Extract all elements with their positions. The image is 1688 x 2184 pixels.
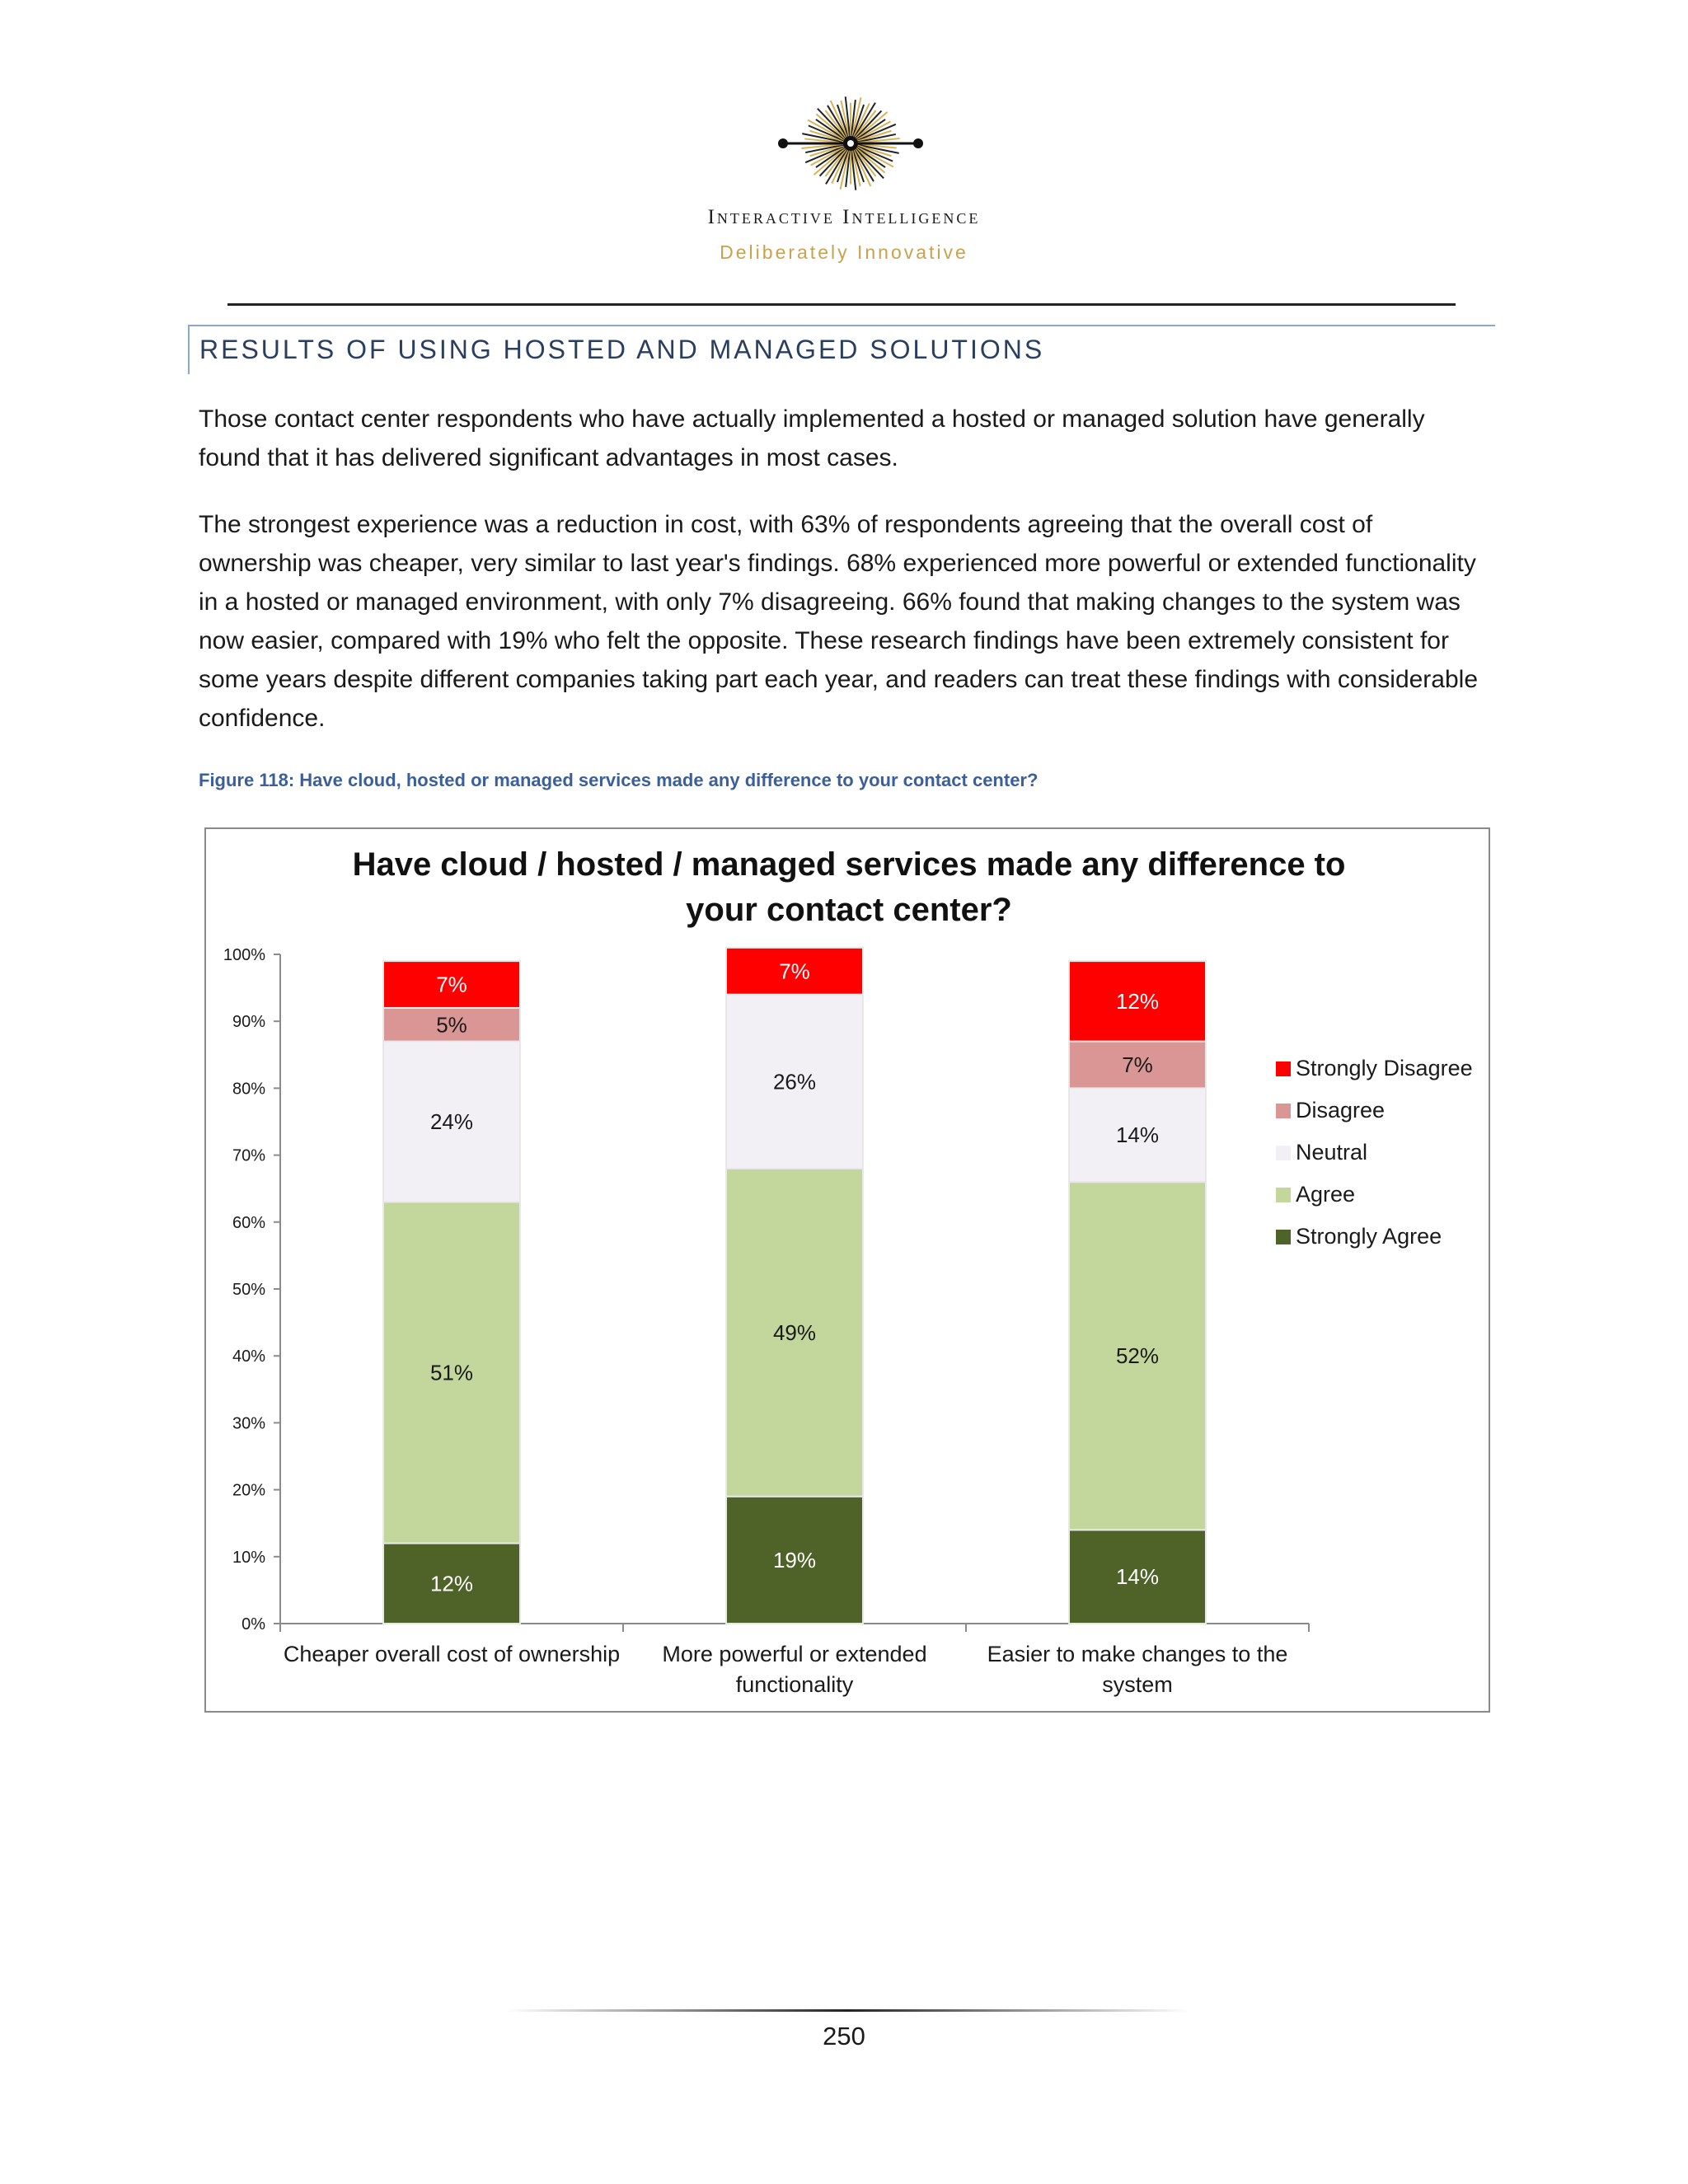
legend-label: Strongly Agree bbox=[1296, 1224, 1442, 1249]
y-tick-label: 80% bbox=[232, 1080, 265, 1099]
x-category-label: system bbox=[1102, 1672, 1173, 1697]
data-label: 5% bbox=[436, 1012, 467, 1038]
company-tagline: Deliberately Innovative bbox=[720, 241, 968, 263]
legend-swatch bbox=[1276, 1188, 1291, 1202]
stacked-bar-chart bbox=[204, 827, 1490, 1713]
data-label: 19% bbox=[772, 1547, 817, 1572]
x-category-label: functionality bbox=[735, 1672, 854, 1697]
y-tick-label: 10% bbox=[232, 1548, 265, 1567]
data-label: 49% bbox=[772, 1319, 817, 1345]
x-category-label: More powerful or extended bbox=[662, 1642, 927, 1666]
footer-divider bbox=[504, 2009, 1190, 2013]
legend-label: Strongly Disagree bbox=[1296, 1056, 1473, 1080]
data-label: 52% bbox=[1115, 1343, 1160, 1369]
data-label: 14% bbox=[1115, 1122, 1160, 1148]
y-tick-label: 90% bbox=[232, 1013, 265, 1032]
data-label: 26% bbox=[772, 1069, 817, 1094]
data-label: 12% bbox=[429, 1571, 474, 1596]
page-number: 250 bbox=[823, 2022, 865, 2050]
y-tick-label: 70% bbox=[232, 1146, 265, 1165]
y-tick-label: 60% bbox=[232, 1213, 265, 1232]
y-tick-label: 20% bbox=[232, 1481, 265, 1500]
data-label: 7% bbox=[436, 972, 467, 997]
y-tick-label: 100% bbox=[223, 946, 265, 964]
body-paragraph-1: Those contact center respondents who have actually implemented a hosted or managed solution have generally found that it has delivered significant advantages in most cases. bbox=[199, 405, 1425, 471]
legend-swatch bbox=[1276, 1146, 1291, 1160]
y-tick-label: 0% bbox=[241, 1615, 265, 1633]
y-tick-label: 40% bbox=[232, 1347, 265, 1366]
body-paragraph-2: The strongest experience was a reduction in cost, with 63% of respondents agreeing that the overall cost of ownership was cheaper, very similar to last year's findings. 68% experienced more powerful or extended functionality in a hosted or managed environment, with only 7% disagreeing. 66% found that making changes to the system was now easier, compared with 19% who felt the opposite. These research findings have been extremely consistent for some years despite different companies taking part each year, and readers can treat these findings with considerable confidence. bbox=[199, 511, 1479, 732]
x-category-label: Easier to make changes to the bbox=[987, 1642, 1288, 1666]
legend-swatch bbox=[1276, 1062, 1291, 1076]
chart-title: Have cloud / hosted / managed services made any difference to your contact center? bbox=[352, 846, 1346, 928]
legend-label: Disagree bbox=[1296, 1098, 1386, 1122]
company-logo bbox=[778, 92, 923, 199]
legend-swatch bbox=[1276, 1104, 1291, 1118]
legend-swatch bbox=[1276, 1230, 1291, 1244]
figure-caption: Figure 118: Have cloud, hosted or managed services made any difference to your contact center? bbox=[199, 770, 1039, 790]
data-label: 14% bbox=[1115, 1564, 1160, 1590]
y-tick-label: 30% bbox=[232, 1414, 265, 1433]
y-tick-label: 50% bbox=[232, 1281, 265, 1299]
header-divider bbox=[227, 303, 1456, 306]
data-label: 7% bbox=[779, 958, 810, 984]
legend-label: Neutral bbox=[1296, 1140, 1368, 1165]
company-name: Interactive Intelligence bbox=[707, 206, 981, 228]
legend-label: Agree bbox=[1296, 1182, 1356, 1207]
data-label: 24% bbox=[429, 1109, 474, 1134]
data-label: 51% bbox=[429, 1360, 474, 1385]
section-title: RESULTS OF USING HOSTED AND MANAGED SOLUTIONS bbox=[199, 335, 1045, 364]
x-category-label: Cheaper overall cost of ownership bbox=[283, 1642, 621, 1666]
data-label: 12% bbox=[1115, 988, 1160, 1014]
data-label: 7% bbox=[1122, 1052, 1153, 1077]
